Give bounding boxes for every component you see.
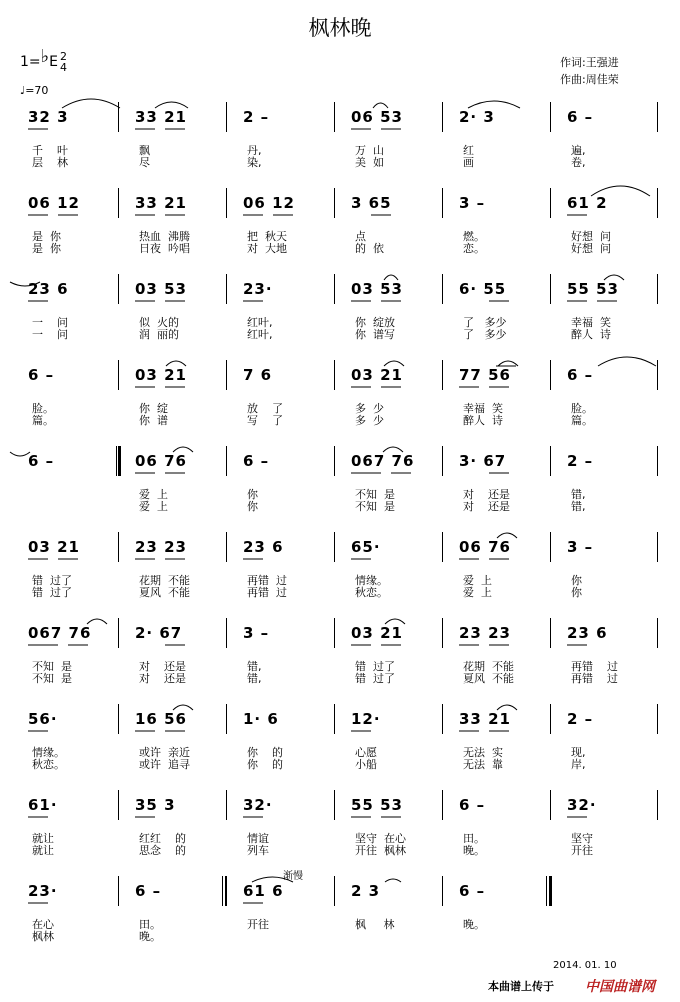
lyric-verse-2: 或许 追寻 — [139, 758, 190, 771]
lyric-verse-1: 坚守 在心 — [355, 832, 406, 845]
lyric-verse-2: 不知 是 — [355, 500, 395, 513]
measure-notes: 23 6 — [243, 538, 284, 556]
lyric-verse-2: 就让 — [32, 844, 54, 857]
lyric-verse-1: 幸福 笑 — [571, 316, 611, 329]
lyric-verse-1: 你 绽放 — [355, 316, 395, 329]
lyric-verse-1: 放 了 — [247, 402, 283, 415]
tempo-value: =70 — [25, 84, 49, 97]
key-note: E — [49, 54, 58, 70]
lyric-verse-2: 开往 枫林 — [355, 844, 406, 857]
lyric-verse-2: 层 林 — [32, 156, 68, 169]
slur — [10, 282, 40, 286]
lyric-verse-2: 醉人 诗 — [571, 328, 611, 341]
lyric-verse-2: 小船 — [355, 758, 377, 771]
measure-notes: 61· — [28, 796, 58, 814]
measure-notes: 2 – — [567, 710, 594, 728]
key-prefix: 1= — [20, 54, 41, 70]
slur — [62, 99, 120, 108]
lyric-verse-1: 不知 是 — [32, 660, 72, 673]
lyric-verse-1: 燃。 — [463, 230, 485, 243]
quarter-note-icon: ♩ — [20, 84, 26, 97]
measure-notes: 6 – — [459, 882, 486, 900]
lyric-verse-1: 心愿 — [355, 746, 377, 759]
lyric-verse-2: 列车 — [247, 844, 269, 857]
slur — [591, 186, 650, 196]
measure-notes: 33 21 — [459, 710, 511, 728]
lyric-verse-2: 日夜 吟唱 — [139, 242, 190, 255]
lyric-verse-1: 错 过了 — [32, 574, 72, 587]
lyric-verse-1: 你 — [247, 488, 258, 501]
lyric-verse-1: 或许 亲近 — [139, 746, 190, 759]
slur — [10, 452, 30, 456]
lyric-verse-1: 似 火的 — [139, 316, 179, 329]
lyric-verse-1: 晚。 — [463, 918, 485, 931]
composer: 作曲:周佳荣 — [560, 73, 619, 86]
lyric-verse-2: 爱 上 — [139, 500, 168, 513]
lyric-verse-2: 润 丽的 — [139, 328, 179, 341]
lyric-verse-2: 对 还是 — [463, 500, 510, 513]
measure-notes: 06 53 — [351, 108, 403, 126]
lyric-verse-2: 尽 — [139, 156, 150, 169]
measure-notes: 6 – — [567, 108, 594, 126]
measure-notes: 3 – — [459, 194, 486, 212]
lyric-verse-1: 一 问 — [32, 316, 68, 329]
lyric-verse-1: 不知 是 — [355, 488, 395, 501]
measure-notes: 6 – — [459, 796, 486, 814]
measure-notes: 6 – — [567, 366, 594, 384]
slur — [173, 447, 193, 452]
lyric-verse-1: 千 叶 — [32, 144, 68, 157]
lyric-verse-1: 再错 过 — [247, 574, 287, 587]
lyric-verse-2: 错 过了 — [355, 672, 395, 685]
lyric-verse-2: 写 了 — [247, 414, 283, 427]
measure-notes: 2 – — [243, 108, 270, 126]
measure-notes: 2· 3 — [459, 108, 495, 126]
measure-notes: 2· 67 — [135, 624, 183, 642]
lyric-verse-1: 好想 问 — [571, 230, 611, 243]
slur — [383, 447, 403, 452]
lyric-verse-1: 把 秋天 — [247, 230, 287, 243]
lyric-verse-2: 你 — [247, 500, 258, 513]
flat-sign: ♭ — [40, 46, 50, 67]
lyric-verse-1: 情缘。 — [32, 746, 65, 759]
lyric-verse-2: 对 还是 — [139, 672, 186, 685]
lyric-verse-1: 对 还是 — [139, 660, 186, 673]
measure-notes: 03 53 — [351, 280, 403, 298]
measure-notes: 2 3 — [351, 882, 381, 900]
slur — [497, 533, 517, 538]
lyric-verse-2: 卷, — [571, 156, 586, 169]
measure-notes: 23 23 — [135, 538, 187, 556]
measure-notes: 77 56 — [459, 366, 511, 384]
measure-notes: 56· — [28, 710, 58, 728]
lyric-verse-2: 对 大地 — [247, 242, 287, 255]
measure-notes: 6 – — [243, 452, 270, 470]
lyric-verse-2: 思念 的 — [139, 844, 186, 857]
lyric-verse-1: 点 — [355, 230, 366, 243]
slur — [498, 361, 518, 366]
lyric-verse-1: 红红 的 — [139, 832, 186, 845]
lyric-verse-1: 错, — [571, 488, 586, 501]
slur — [385, 879, 401, 882]
measure-notes: 3 – — [567, 538, 594, 556]
lyric-verse-1: 是 你 — [32, 230, 61, 243]
lyric-verse-1: 你 的 — [247, 746, 283, 759]
lyric-verse-1: 热血 沸腾 — [139, 230, 190, 243]
lyric-verse-1: 开往 — [247, 918, 269, 931]
lyric-verse-1: 情谊 — [247, 832, 269, 845]
lyric-verse-1: 情缘。 — [355, 574, 388, 587]
lyric-verse-2: 你 的 — [247, 758, 283, 771]
lyric-verse-1: 你 绽 — [139, 402, 168, 415]
lyric-verse-2: 晚。 — [463, 844, 485, 857]
slur — [497, 705, 517, 710]
measure-notes: 03 21 — [351, 366, 403, 384]
measure-notes: 03 21 — [28, 538, 80, 556]
measure-notes: 55 53 — [567, 280, 619, 298]
lyric-verse-1: 再错 过 — [571, 660, 618, 673]
lyric-verse-1: 错, — [247, 660, 262, 673]
lyric-verse-1: 花期 不能 — [463, 660, 514, 673]
lyric-verse-1: 幸福 笑 — [463, 402, 503, 415]
lyric-verse-1: 红叶, — [247, 316, 273, 329]
lyric-verse-1: 遍, — [571, 144, 586, 157]
lyric-verse-1: 田。 — [463, 832, 485, 845]
site-logo: 中国曲谱网 — [585, 979, 655, 995]
lyric-verse-2: 再错 过 — [571, 672, 618, 685]
lyric-verse-2: 错, — [571, 500, 586, 513]
lyric-verse-2: 你 谱写 — [355, 328, 395, 341]
lyric-verse-2: 好想 问 — [571, 242, 611, 255]
lyric-verse-2: 秋恋。 — [355, 586, 388, 599]
measure-notes: 3 65 — [351, 194, 392, 212]
time-top: 2 — [60, 50, 67, 63]
slur — [598, 357, 656, 366]
measure-notes: 23 6 — [567, 624, 608, 642]
lyric-verse-1: 爱 上 — [139, 488, 168, 501]
lyric-verse-2: 画 — [463, 156, 474, 169]
lyric-verse-1: 枫 林 — [355, 918, 395, 931]
song-title: 枫林晚 — [308, 16, 372, 40]
lyric-verse-2: 多 少 — [355, 414, 384, 427]
lyric-verse-2: 夏风 不能 — [139, 586, 190, 599]
lyric-verse-2: 了 多少 — [463, 328, 507, 341]
lyric-verse-2: 无法 靠 — [463, 758, 503, 771]
measure-notes: 03 21 — [351, 624, 403, 642]
measure-notes: 3· 67 — [459, 452, 507, 470]
measure-notes: 65· — [351, 538, 381, 556]
measure-notes: 32· — [567, 796, 597, 814]
measure-notes: 6 – — [28, 366, 55, 384]
lyric-verse-2: 你 谱 — [139, 414, 168, 427]
upload-date: 2014. 01. 10 — [553, 960, 617, 971]
lyric-verse-2: 的 依 — [355, 242, 384, 255]
measure-notes: 03 53 — [135, 280, 187, 298]
lyric-verse-1: 无法 实 — [463, 746, 503, 759]
lyric-verse-2: 秋恋。 — [32, 758, 65, 771]
lyric-verse-2: 恋。 — [463, 242, 485, 255]
lyric-verse-1: 多 少 — [355, 402, 384, 415]
measure-notes: 6 – — [28, 452, 55, 470]
measure-notes: 23 6 — [28, 280, 69, 298]
lyric-verse-1: 在心 — [32, 918, 54, 931]
measure-notes: 067 76 — [351, 452, 415, 470]
lyric-verse-1: 田。 — [139, 918, 161, 931]
lyric-verse-1: 爱 上 — [463, 574, 492, 587]
lyric-verse-2: 再错 过 — [247, 586, 287, 599]
measure-notes: 33 21 — [135, 194, 187, 212]
lyric-verse-2: 夏风 不能 — [463, 672, 514, 685]
lyric-verse-2: 晚。 — [139, 930, 161, 943]
measure-notes: 06 12 — [28, 194, 80, 212]
lyric-verse-1: 现, — [571, 746, 586, 759]
lyric-verse-1: 坚守 — [571, 832, 593, 845]
lyric-verse-2: 美 如 — [355, 156, 384, 169]
lyric-verse-1: 对 还是 — [463, 488, 510, 501]
lyric-verse-2: 枫林 — [32, 930, 54, 943]
lyric-verse-2: 篇。 — [32, 414, 54, 427]
measure-notes: 2 – — [567, 452, 594, 470]
measure-notes: 32· — [243, 796, 273, 814]
measure-notes: 03 21 — [135, 366, 187, 384]
slur — [87, 619, 107, 624]
measure-notes: 16 56 — [135, 710, 187, 728]
lyric-verse-2: 错, — [247, 672, 262, 685]
measure-notes: 23· — [243, 280, 273, 298]
lyric-verse-1: 红 — [463, 144, 474, 157]
measure-notes: 6 – — [135, 882, 162, 900]
lyric-verse-2: 红叶, — [247, 328, 273, 341]
measure-notes: 23 23 — [459, 624, 511, 642]
lyric-verse-1: 就让 — [32, 832, 54, 845]
lyric-verse-1: 飘 — [139, 144, 150, 157]
time-bottom: 4 — [60, 61, 67, 74]
slur — [468, 101, 520, 108]
lyric-verse-2: 是 你 — [32, 242, 61, 255]
lyric-verse-1: 脸。 — [32, 402, 54, 415]
slur — [385, 619, 405, 624]
slur — [155, 102, 188, 108]
lyric-verse-2: 错 过了 — [32, 586, 72, 599]
upload-label: 本曲谱上传于 — [488, 980, 554, 993]
lyric-verse-2: 岸, — [571, 758, 586, 771]
measure-notes: 23· — [28, 882, 58, 900]
lyric-verse-2: 开往 — [571, 844, 593, 857]
slur — [373, 103, 388, 108]
lyric-verse-2: 篇。 — [571, 414, 593, 427]
lyric-verse-1: 脸。 — [571, 402, 593, 415]
measure-notes: 33 21 — [135, 108, 187, 126]
lyric-verse-2: 不知 是 — [32, 672, 72, 685]
lyric-verse-1: 丹, — [247, 144, 262, 157]
measure-notes: 067 76 — [28, 624, 92, 642]
lyric-verse-2: 一 问 — [32, 328, 68, 341]
measure-notes: 55 53 — [351, 796, 403, 814]
measure-notes: 6· 55 — [459, 280, 507, 298]
measure-notes: 35 3 — [135, 796, 176, 814]
slur — [604, 275, 624, 280]
lyric-verse-2: 染, — [247, 156, 262, 169]
measure-notes: 3 – — [243, 624, 270, 642]
measure-notes: 61 6 — [243, 882, 284, 900]
lyric-verse-2: 你 — [571, 586, 582, 599]
lyricist: 作词:王强进 — [560, 56, 619, 69]
lyric-verse-1: 错 过了 — [355, 660, 395, 673]
slur — [384, 361, 404, 366]
lyric-verse-1: 你 — [571, 574, 582, 587]
measure-notes: 1· 6 — [243, 710, 279, 728]
measure-notes: 61 2 — [567, 194, 608, 212]
lyric-verse-2: 醉人 诗 — [463, 414, 503, 427]
slur — [166, 361, 186, 366]
lyric-verse-1: 万 山 — [355, 144, 384, 157]
ritardando-mark: 渐慢 — [283, 871, 303, 882]
lyric-verse-1: 了 多少 — [463, 316, 507, 329]
measure-notes: 06 12 — [243, 194, 295, 212]
measure-notes: 32 3 — [28, 108, 69, 126]
lyric-verse-2: 爱 上 — [463, 586, 492, 599]
measure-notes: 06 76 — [135, 452, 187, 470]
measure-notes: 06 76 — [459, 538, 511, 556]
slur — [173, 705, 193, 710]
lyric-verse-1: 花期 不能 — [139, 574, 190, 587]
measure-notes: 7 6 — [243, 366, 273, 384]
measure-notes: 12· — [351, 710, 381, 728]
slur — [384, 275, 398, 280]
